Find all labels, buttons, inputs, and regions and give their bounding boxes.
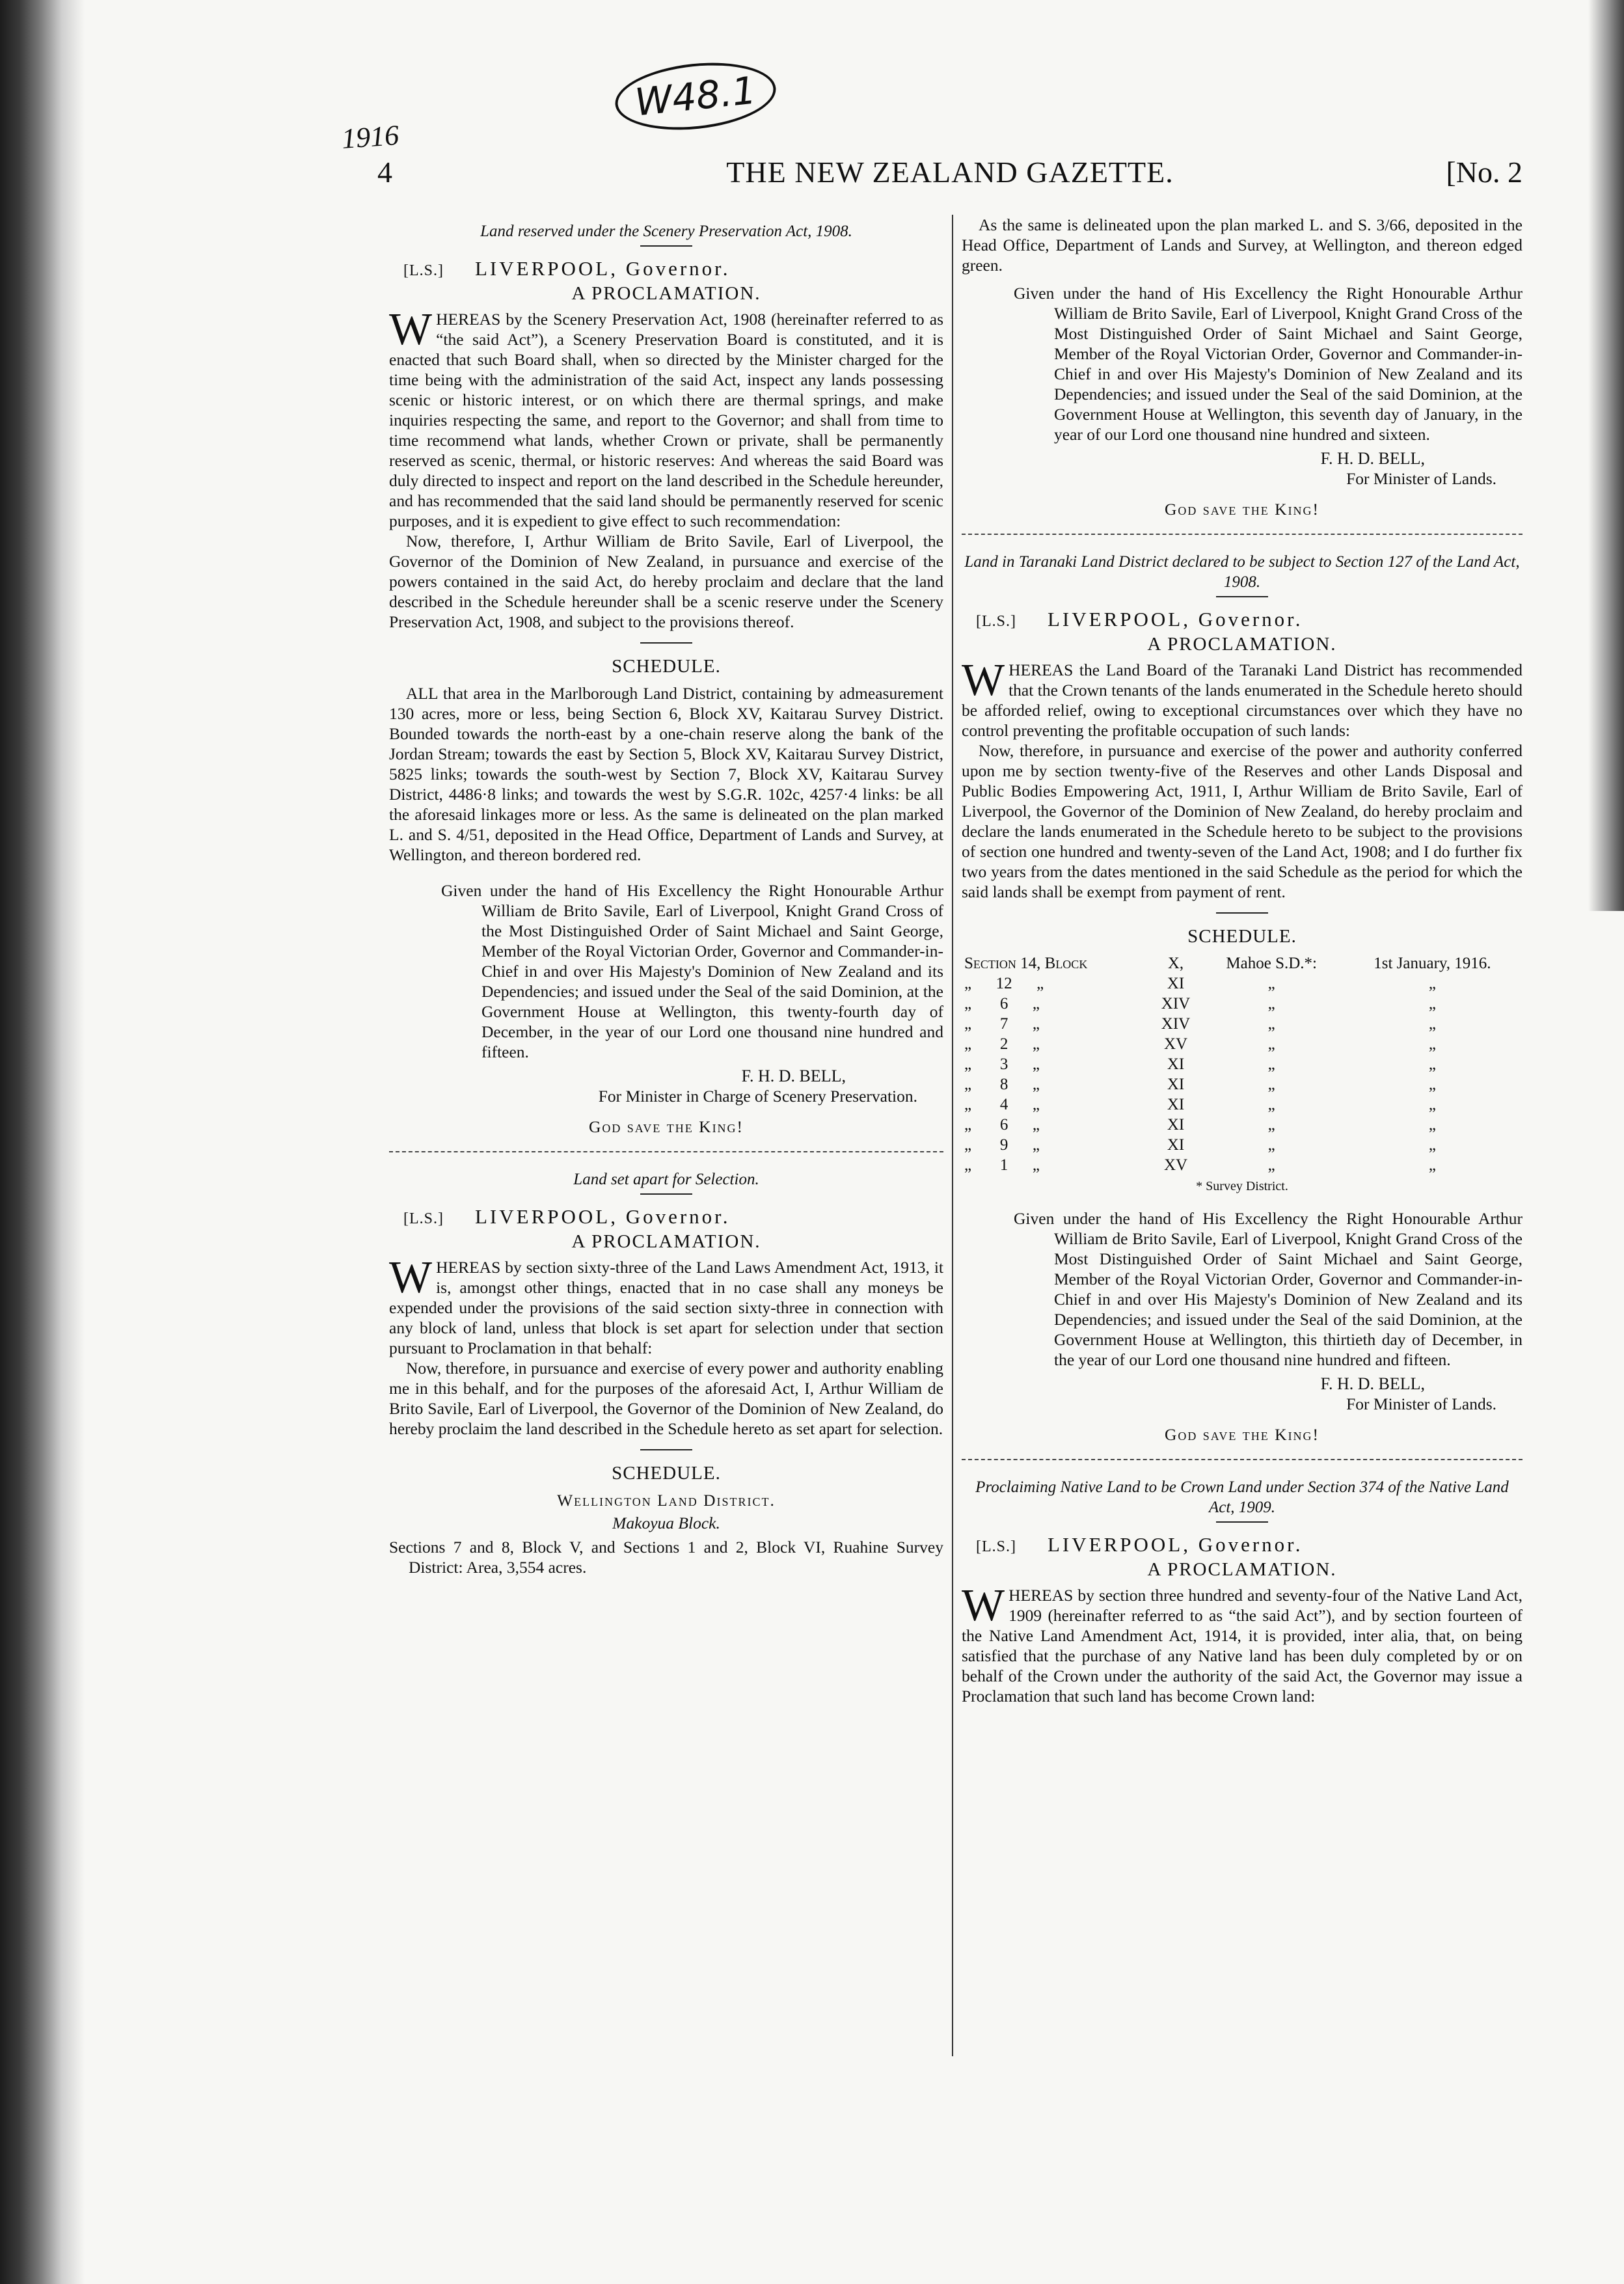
section-number: 8: [999, 1076, 1008, 1093]
signature-name: F. H. D. BELL,: [1320, 1374, 1425, 1393]
schedule-district: Wellington Land District.: [557, 1491, 776, 1510]
ditto-mark: „: [964, 1156, 972, 1174]
proclamation-heading: A PROCLAMATION.: [1147, 634, 1337, 655]
signature-name: F. H. D. BELL,: [1320, 449, 1425, 468]
issue-number: [No. 2: [1446, 156, 1522, 189]
table-row: [962, 994, 1522, 1014]
section-separator: [962, 1459, 1522, 1460]
table-row: [962, 1054, 1522, 1074]
section-separator: [389, 1151, 943, 1152]
column-divider: [952, 215, 953, 2056]
short-rule: [1216, 596, 1268, 597]
schedule-sections: Sections 7 and 8, Block V, and Sections 1 and 2, Block VI, Ruahine Survey District: Area, 3,554 acres.: [389, 1538, 943, 1577]
signature-role: For Minister in Charge of Scenery Preservation.: [598, 1087, 917, 1106]
table-cell: X,: [1167, 955, 1184, 972]
table-cell: XI: [1167, 975, 1185, 992]
table-cell: [962, 1074, 1150, 1094]
drop-cap: W: [962, 1581, 1005, 1631]
signature-name: F. H. D. BELL,: [741, 1067, 846, 1085]
section-number: 12: [995, 975, 1012, 992]
table-cell: XI: [1167, 1116, 1185, 1134]
table-cell: Section 14, Block: [964, 955, 1088, 972]
notice-title: Land reserved under the Scenery Preservation Act, 1908.: [480, 223, 852, 240]
governor-name: LIVERPOOL, Governor.: [475, 1205, 731, 1228]
continued-text: As the same is delineated upon the plan marked L. and S. 3/66, deposited in the Head Office, Department of Lands and Survey, at Wellington, and thereon edged green.: [962, 215, 1522, 275]
table-cell: XI: [1167, 1136, 1185, 1154]
page-number: 4: [377, 156, 392, 189]
whereas-text: HEREAS by section three hundred and seventy-four of the Native Land Act, 1909 (hereinafter referred to as “the said Act”), and by section fourteen of the Native Land Amendment Act, 1914, it is provided, inter alia, that, on being satisfied that the purchase of any Native land has been duly completed by or on behalf of the Crown under the authority of the said Act, the Governor may issue a Proclamation that such land has become Crown land:: [962, 1586, 1522, 1706]
governor-line: [389, 1206, 943, 1229]
section-number: 4: [999, 1096, 1008, 1113]
whereas-text: HEREAS by the Scenery Preservation Act, 1908 (hereinafter referred to as “the said Act”), a Scenery Preservation Board is constituted, and it is enacted that such Board shall, when so directed by the Minister charged for the time being with the administration of the said Act, inspect any lands possessing scenic or historic interest, or on which there are thermal springs, and make inquiries respecting the same, and report to the Governor; and shall from time to time recommend what lands, whether Crown or private, shall be permanently reserved as scenic, thermal, or historic reserves: And whereas the said Board was duly directed to inspect and report on the land described in the Schedule hereunder, and has recommended that the said land should be permanently reserved for scenic purposes, and it is expedient to give effect to such recommendation:: [389, 310, 943, 530]
signature-role: For Minister of Lands.: [1346, 1394, 1496, 1413]
table-cell: XI: [1167, 1055, 1185, 1073]
scan-left-edge: [0, 0, 85, 2284]
ditto-mark: „: [964, 1035, 972, 1053]
ditto-mark: „: [1032, 1156, 1040, 1174]
schedule-heading: SCHEDULE.: [1187, 926, 1297, 947]
drop-cap: W: [962, 655, 1005, 705]
table-row: [962, 973, 1522, 994]
table-cell: 1st January, 1916.: [1374, 955, 1491, 972]
table-row: [962, 1094, 1522, 1115]
table-row: [962, 1014, 1522, 1034]
table-cell: „: [1428, 1136, 1436, 1154]
ditto-mark: „: [1032, 995, 1040, 1013]
table-cell: „: [1428, 1035, 1436, 1053]
table-cell: XI: [1167, 1076, 1185, 1093]
drop-cap: W: [389, 305, 433, 355]
ditto-mark: „: [964, 1096, 972, 1113]
schedule-table: [962, 953, 1522, 1175]
section-number: 2: [999, 1035, 1008, 1053]
table-cell: [962, 973, 1150, 994]
table-cell: „: [1267, 995, 1275, 1013]
short-rule: [640, 1449, 692, 1450]
table-cell: „: [1267, 1096, 1275, 1113]
ditto-mark: „: [964, 995, 972, 1013]
table-cell: „: [1428, 975, 1436, 992]
table-cell: [962, 1155, 1150, 1175]
seal-mark: [L.S.]: [976, 613, 1016, 630]
table-cell: „: [1267, 1076, 1275, 1093]
table-cell: XI: [1167, 1096, 1185, 1113]
notice-taranaki-relief: [962, 552, 1522, 1445]
notice-title: Land in Taranaki Land District declared to be subject to Section 127 of the Land Act, 1908.: [964, 553, 1520, 591]
table-cell: „: [1267, 1015, 1275, 1033]
short-rule: [1216, 1521, 1268, 1523]
whereas-text: HEREAS by section sixty-three of the Land Laws Amendment Act, 1913, it is, amongst other things, enacted that in no case shall any moneys be expended under the provisions of the said section sixty-three in connection with any block of land, unless that block is set apart for selection under that section pursuant to Proclamation in that behalf:: [389, 1258, 943, 1357]
section-number: 3: [999, 1055, 1008, 1073]
now-therefore-paragraph: Now, therefore, in pursuance and exercise of the power and authority conferred upon me by section twenty-five of the Reserves and other Lands Disposal and Public Bodies Empowering Act, 1911, I, Arthur William de Brito Savile, Earl of Liverpool, the Governor of the Dominion of New Zealand, do hereby proclaim and declare the lands enumerated in the Schedule hereto to be subject to the provisions of section one hundred and twenty-seven of the Land Act, 1908; and I do further fix two years from the dates mentioned in the said Schedule as the period for which the said lands shall be exempt from payment of rent.: [962, 741, 1522, 901]
section-number: 6: [999, 1116, 1008, 1134]
schedule-footnote: * Survey District.: [1196, 1179, 1288, 1193]
ditto-mark: „: [1032, 1035, 1040, 1053]
table-cell: [962, 1014, 1150, 1034]
ditto-mark: „: [1032, 1116, 1040, 1134]
schedule-block: Makoyua Block.: [612, 1514, 720, 1532]
short-rule: [640, 245, 692, 247]
now-therefore-paragraph: Now, therefore, I, Arthur William de Brito Savile, Earl of Liverpool, the Governor of the Dominion of New Zealand, in pursuance and exercise of the powers contained in the said Act, do hereby proclaim and declare that the land described in the Schedule hereunder shall be a scenic reserve under the Scenery Preservation Act, 1908, and subject to the provisions thereof.: [389, 532, 943, 631]
section-number: 9: [999, 1136, 1008, 1154]
whereas-paragraph: [962, 655, 1522, 741]
ditto-mark: „: [964, 1076, 972, 1093]
ditto-mark: „: [1032, 1015, 1040, 1033]
seal-mark: [L.S.]: [976, 1538, 1016, 1555]
short-rule: [640, 1193, 692, 1195]
table-row: [962, 953, 1522, 973]
table-cell: [962, 1034, 1150, 1054]
scan-right-edge: [1588, 0, 1624, 911]
whereas-paragraph: [389, 305, 943, 531]
notice-land-for-selection: [389, 1169, 943, 1577]
seal-mark: [L.S.]: [403, 262, 444, 279]
proclamation-heading: A PROCLAMATION.: [571, 283, 761, 304]
table-row: [962, 1115, 1522, 1135]
table-row: [962, 1135, 1522, 1155]
table-cell: [962, 1115, 1150, 1135]
page-header: [377, 155, 1522, 194]
schedule-heading: SCHEDULE.: [612, 1463, 721, 1484]
table-cell: [962, 1094, 1150, 1115]
section-number: 7: [999, 1015, 1008, 1033]
table-cell: XIV: [1161, 1015, 1191, 1033]
ditto-mark: „: [1032, 1055, 1040, 1073]
table-cell: „: [1267, 1055, 1275, 1073]
drop-cap: W: [389, 1253, 433, 1303]
table-cell: „: [1267, 1136, 1275, 1154]
table-cell: XV: [1163, 1156, 1188, 1174]
given-under-hand: Given under the hand of His Excellency the Right Honourable Arthur William de Brito Savile, Earl of Liverpool, Knight Grand Cross of the Most Distinguished Order of Saint Michael and Saint George, Member of the Royal Victorian Order, Governor and Commander-in-Chief in and over His Majesty's Dominion of New Zealand and its Dependencies; and issued under the Seal of the said Dominion, at the Government House at Wellington, this twenty-fourth day of December, in the year of our Lord one thousand nine hundred and fifteen.: [441, 881, 943, 1061]
table-row: [962, 1074, 1522, 1094]
ditto-mark: „: [1032, 1096, 1040, 1113]
whereas-paragraph: [962, 1581, 1522, 1706]
governor-name: LIVERPOOL, Governor.: [475, 257, 731, 280]
section-number: 1: [999, 1156, 1008, 1174]
governor-name: LIVERPOOL, Governor.: [1048, 1533, 1303, 1556]
given-under-hand: Given under the hand of His Excellency the Right Honourable Arthur William de Brito Savile, Earl of Liverpool, Knight Grand Cross of the Most Distinguished Order of Saint Michael and Saint George, Member of the Royal Victorian Order, Governor and Commander-in-Chief in and over His Majesty's Dominion of New Zealand and its Dependencies; and issued under the Seal of the said Dominion, at the Government House at Wellington, this thirtieth day of December, in the year of our Lord one thousand nine hundred and fifteen.: [1014, 1209, 1522, 1369]
schedule-heading: SCHEDULE.: [612, 656, 721, 677]
ditto-mark: „: [964, 1015, 972, 1033]
handwritten-year: 1916: [340, 118, 400, 156]
notice-native-land: [962, 1477, 1522, 1706]
table-cell: „: [1267, 975, 1275, 992]
left-column: [389, 215, 943, 1577]
table-cell: XIV: [1161, 995, 1191, 1013]
whereas-text: HEREAS the Land Board of the Taranaki Land District has recommended that the Crown tenants of the lands enumerated in the Schedule hereto should be afforded relief, owing to exceptional circumstances over which they have no control preventing the profitable occupation of such lands:: [962, 660, 1522, 740]
seal-mark: [L.S.]: [403, 1210, 444, 1227]
ditto-mark: „: [1036, 975, 1044, 992]
given-under-hand: Given under the hand of His Excellency the Right Honourable Arthur William de Brito Savile, Earl of Liverpool, Knight Grand Cross of the Most Distinguished Order of Saint Michael and Saint George, Member of the Royal Victorian Order, Governor and Commander-in-Chief in and over His Majesty's Dominion of New Zealand and its Dependencies; and issued under the Seal of the said Dominion, at the Government House at Wellington, this seventh day of January, in the year of our Lord one thousand nine hundred and sixteen.: [1014, 284, 1522, 444]
now-therefore-paragraph: Now, therefore, in pursuance and exercise of every power and authority enabling me in this behalf, and for the purposes of the aforesaid Act, I, Arthur William de Brito Savile, Earl of Liverpool, the Governor of the Dominion of New Zealand, do hereby proclaim the land described in the Schedule hereto as set apart for selection.: [389, 1359, 943, 1438]
table-cell: „: [1267, 1156, 1275, 1174]
table-cell: XV: [1163, 1035, 1188, 1053]
table-cell: [962, 1135, 1150, 1155]
whereas-paragraph: [389, 1253, 943, 1358]
governor-line: [962, 609, 1522, 632]
governor-name: LIVERPOOL, Governor.: [1048, 608, 1303, 631]
table-cell: Mahoe S.D.*:: [1226, 955, 1317, 972]
table-cell: „: [1428, 1055, 1436, 1073]
short-rule: [640, 642, 692, 644]
notice-scenery-reserve: [389, 221, 943, 1137]
governor-line: [389, 258, 943, 281]
table-cell: [962, 1054, 1150, 1074]
god-save-the-king: God save the King!: [1164, 1425, 1320, 1444]
section-number: 6: [999, 995, 1008, 1013]
table-cell: „: [1428, 1076, 1436, 1093]
table-row: [962, 1155, 1522, 1175]
table-cell: „: [1267, 1035, 1275, 1053]
signature-role: For Minister of Lands.: [1346, 469, 1496, 488]
gazette-title: THE NEW ZEALAND GAZETTE.: [726, 156, 1174, 189]
section-separator: [962, 534, 1522, 535]
god-save-the-king: God save the King!: [1164, 500, 1320, 519]
notice-title: Land set apart for Selection.: [573, 1171, 759, 1188]
proclamation-heading: A PROCLAMATION.: [571, 1231, 761, 1252]
schedule-text: ALL that area in the Marlborough Land District, containing by admeasurement 130 acres, more or less, being Section 6, Block XV, Kaitarau Survey District. Bounded towards the north-east by a one-chain reserve along the bank of the Jordan Stream; towards the east by Section 5, Block XV, Kaitarau Survey District, 5825 links; towards the south-west by Section 7, Block XV, Kaitarau Survey District, 4486·8 links; and towards the west by S.G.R. 102c, 4257·4 links: be all the aforesaid linkages more or less. As the same is delineated on the plan marked L. and S. 4/51, deposited in the Head Office, Department of Lands and Survey, at Wellington, and thereon bordered red.: [389, 684, 943, 864]
ditto-mark: „: [964, 1136, 972, 1154]
ditto-mark: „: [964, 975, 972, 992]
ditto-mark: „: [1032, 1136, 1040, 1154]
handwritten-stamp: W48.1: [612, 55, 779, 137]
table-cell: [962, 994, 1150, 1014]
right-column: [962, 215, 1522, 1706]
ditto-mark: „: [1032, 1076, 1040, 1093]
governor-line: [962, 1534, 1522, 1557]
ditto-mark: „: [964, 1055, 972, 1073]
proclamation-heading: A PROCLAMATION.: [1147, 1559, 1337, 1580]
table-cell: „: [1267, 1116, 1275, 1134]
table-cell: „: [1428, 1096, 1436, 1113]
ditto-mark: „: [964, 1116, 972, 1134]
table-row: [962, 1034, 1522, 1054]
table-cell: „: [1428, 1156, 1436, 1174]
table-cell: „: [1428, 995, 1436, 1013]
short-rule: [1216, 912, 1268, 914]
table-cell: „: [1428, 1015, 1436, 1033]
notice-title: Proclaiming Native Land to be Crown Land under Section 374 of the Native Land Act, 1909.: [975, 1478, 1509, 1516]
notice-continued: [962, 215, 1522, 519]
god-save-the-king: God save the King!: [588, 1117, 744, 1136]
table-cell: „: [1428, 1116, 1436, 1134]
